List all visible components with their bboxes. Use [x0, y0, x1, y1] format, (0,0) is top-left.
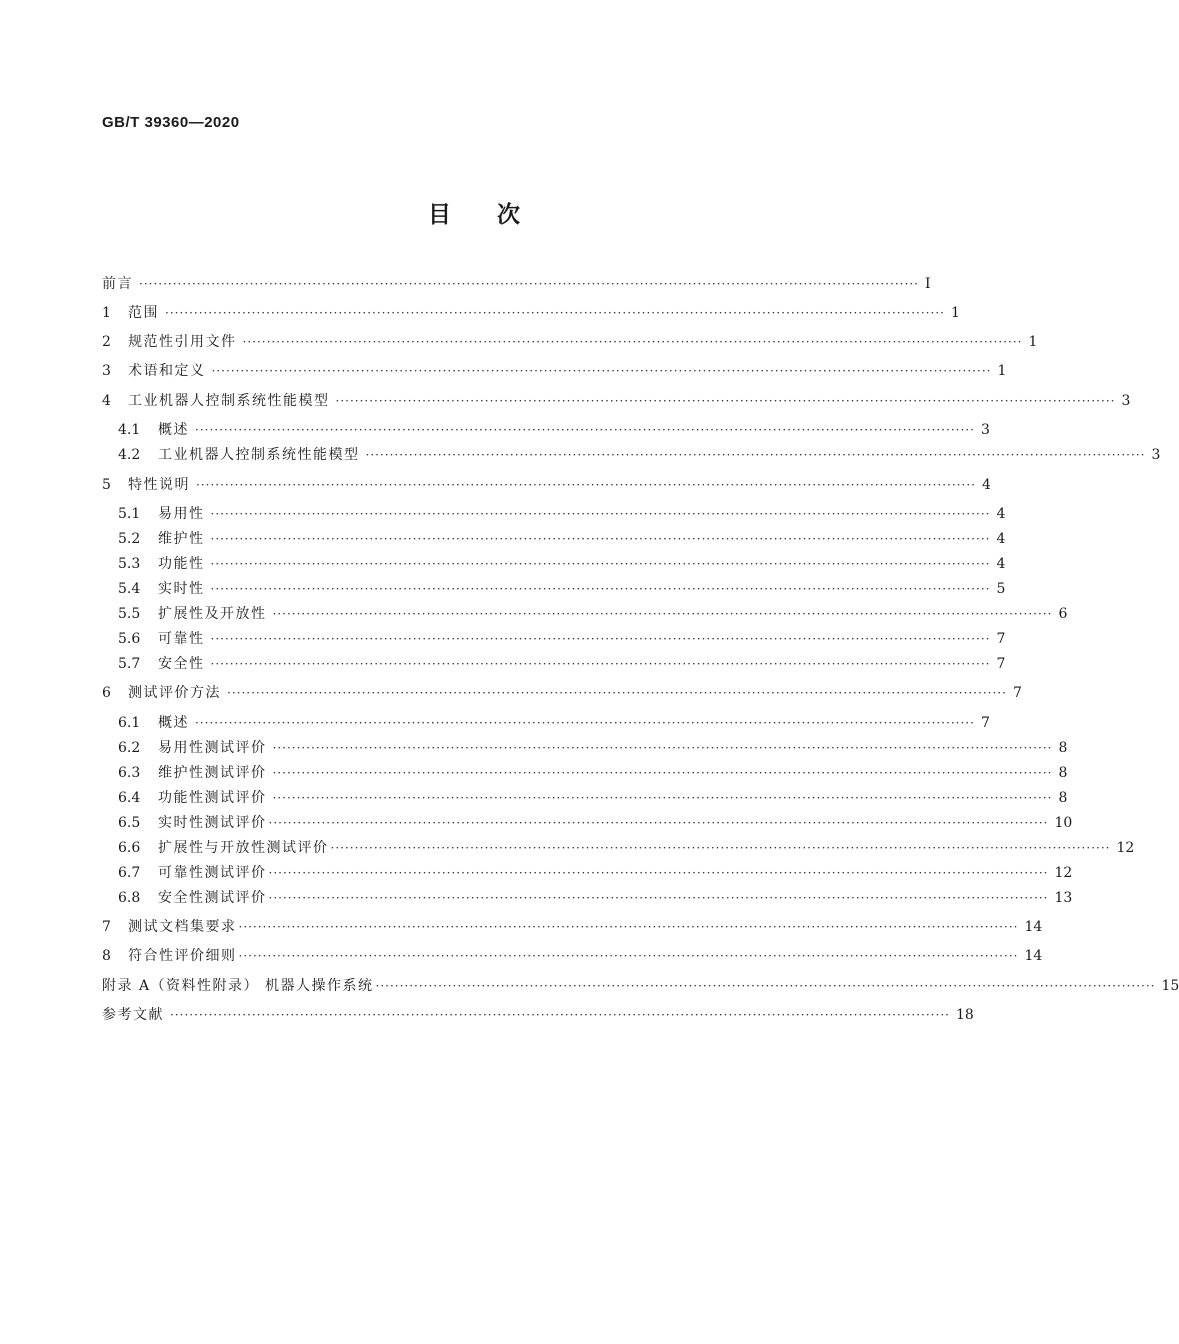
toc-number: 3 [102, 363, 111, 379]
toc-leader: ·································································································································································· [227, 686, 1007, 700]
toc-label: 功能性 [158, 556, 205, 572]
toc-leader: ·································································································································································· [272, 766, 1053, 780]
toc-entry-6-4[interactable] [118, 787, 1068, 809]
toc-entry-6-2[interactable] [118, 737, 1068, 759]
toc-title-char-1: 目 [428, 202, 453, 228]
toc-label: 工业机器人控制系统性能模型 [128, 393, 330, 409]
toc-number: 5.6 [118, 631, 141, 647]
toc-page: 12 [1116, 840, 1135, 856]
toc-leader: ·································································································································································· [170, 1008, 950, 1022]
toc-page: 7 [996, 631, 1006, 647]
toc-leader: ·································································································································································· [365, 448, 1146, 462]
toc-entry-6-5[interactable] [118, 812, 1073, 834]
toc-label: 术语和定义 [128, 363, 206, 379]
toc-entry-5-4[interactable] [118, 578, 1006, 600]
toc-title-char-2: 次 [497, 202, 522, 228]
toc-leader: ·································································································································································· [210, 507, 991, 521]
toc-page: 8 [1058, 765, 1068, 781]
toc-entry-5-1[interactable] [118, 503, 1006, 525]
toc-leader: ·································································································································································· [238, 949, 1019, 963]
toc-label: 功能性测试评价 [158, 790, 267, 806]
toc-number: 5.4 [118, 581, 141, 597]
toc-entry-2[interactable] [102, 331, 1038, 353]
toc-page: 3 [1151, 447, 1161, 463]
toc-entry-6-6[interactable] [118, 837, 1135, 859]
toc-label: 前言 [102, 276, 133, 292]
toc-label: 易用性 [158, 506, 205, 522]
toc-label: 特性说明 [128, 477, 190, 493]
toc-number: 6.2 [118, 740, 141, 756]
toc-number: 4 [102, 393, 111, 409]
toc-number: 5.5 [118, 606, 141, 622]
toc-page: 7 [1012, 685, 1022, 701]
toc-entry-4-1[interactable] [118, 419, 990, 441]
toc-number: 4.1 [118, 422, 141, 438]
toc-label: 扩展性与开放性测试评价 [158, 840, 329, 856]
toc-page: 7 [980, 715, 990, 731]
toc-leader: ·································································································································································· [238, 920, 1019, 934]
toc-entry-6-1[interactable] [118, 712, 990, 734]
toc-label: 规范性引用文件 [128, 334, 237, 350]
toc-page: 4 [996, 531, 1006, 547]
toc-leader: ·································································································································································· [268, 816, 1049, 830]
toc-entry-6-8[interactable] [118, 887, 1073, 909]
toc-entry-4[interactable] [102, 390, 1131, 412]
toc-entry-5[interactable] [102, 474, 991, 496]
toc-label: 附录 A（资料性附录） 机器人操作系统 [102, 978, 374, 994]
toc-number: 6.3 [118, 765, 141, 781]
toc-label: 维护性测试评价 [158, 765, 267, 781]
toc-number: 6.1 [118, 715, 141, 731]
toc-label: 概述 [158, 715, 189, 731]
toc-leader: ·································································································································································· [210, 657, 991, 671]
toc-page: 1 [950, 305, 960, 321]
toc-number: 8 [102, 948, 111, 964]
toc-page: 10 [1054, 815, 1073, 831]
toc-leader: ·································································································································································· [242, 335, 1023, 349]
toc-page: 3 [1121, 393, 1131, 409]
toc-entry-5-7[interactable] [118, 653, 1006, 675]
toc-page: 13 [1054, 890, 1073, 906]
toc-page: 7 [996, 656, 1006, 672]
toc-label: 工业机器人控制系统性能模型 [158, 447, 360, 463]
toc-leader: ·································································································································································· [268, 891, 1049, 905]
toc-leader: ·································································································································································· [195, 716, 975, 730]
toc-label: 安全性测试评价 [158, 890, 267, 906]
toc-number: 5.3 [118, 556, 141, 572]
toc-entry-5-5[interactable] [118, 603, 1068, 625]
toc-leader: ·································································································································································· [272, 607, 1053, 621]
toc-label: 维护性 [158, 531, 205, 547]
toc-number: 6.4 [118, 790, 141, 806]
toc-page: 14 [1024, 919, 1043, 935]
toc-entry-5-3[interactable] [118, 553, 1006, 575]
toc-leader: ·································································································································································· [139, 277, 919, 291]
toc-label: 可靠性 [158, 631, 205, 647]
toc-leader: ·································································································································································· [268, 866, 1049, 880]
toc-page: 12 [1054, 865, 1073, 881]
toc-entry-1[interactable] [102, 302, 960, 324]
toc-page: 3 [980, 422, 990, 438]
toc-label: 实时性测试评价 [158, 815, 267, 831]
toc-title [0, 196, 950, 229]
toc-number: 6.5 [118, 815, 141, 831]
toc-page: 18 [955, 1007, 974, 1023]
toc-leader: ·································································································································································· [196, 478, 976, 492]
toc-number: 1 [102, 305, 111, 321]
toc-label: 测试文档集要求 [128, 919, 237, 935]
toc-leader: ·································································································································································· [210, 557, 991, 571]
toc-label: 易用性测试评价 [158, 740, 267, 756]
standard-code: GB/T 39360—2020 [102, 114, 240, 131]
toc-leader: ·································································································································································· [335, 394, 1116, 408]
toc-entry-3[interactable] [102, 360, 1007, 382]
toc-leader: ·································································································································································· [165, 306, 945, 320]
toc-page: 6 [1058, 606, 1068, 622]
toc-page: 8 [1058, 740, 1068, 756]
toc-leader: ·································································································································································· [330, 841, 1111, 855]
toc-label: 范围 [128, 305, 159, 321]
toc-entry-6[interactable] [102, 682, 1022, 704]
toc-leader: ·································································································································································· [272, 791, 1053, 805]
toc-page: 4 [996, 556, 1006, 572]
toc-leader: ·································································································································································· [210, 582, 991, 596]
toc-label: 符合性评价细则 [128, 948, 237, 964]
toc-entry-7[interactable] [102, 916, 1043, 938]
toc-entry-6-7[interactable] [118, 862, 1073, 884]
toc-entry-6-3[interactable] [118, 762, 1068, 784]
toc-number: 6.6 [118, 840, 141, 856]
toc-page: Ⅰ [924, 276, 931, 292]
toc-page: 1 [1028, 334, 1038, 350]
toc-leader: ·································································································································································· [272, 741, 1053, 755]
toc-leader: ·································································································································································· [375, 979, 1156, 993]
toc-entry-5-6[interactable] [118, 628, 1006, 650]
toc-leader: ·································································································································································· [210, 532, 991, 546]
toc-number: 5 [102, 477, 111, 493]
toc-page: 4 [981, 477, 991, 493]
toc-label: 概述 [158, 422, 189, 438]
toc-number: 5.1 [118, 506, 141, 522]
toc-number: 6 [102, 685, 111, 701]
toc-label: 安全性 [158, 656, 205, 672]
toc-label: 参考文献 [102, 1007, 164, 1023]
toc-number: 4.2 [118, 447, 141, 463]
toc-number: 7 [102, 919, 111, 935]
toc-entry-references[interactable] [102, 1004, 974, 1026]
toc-label: 测试评价方法 [128, 685, 221, 701]
toc-label: 扩展性及开放性 [158, 606, 267, 622]
toc-leader: ·································································································································································· [210, 632, 991, 646]
toc-page: 5 [996, 581, 1006, 597]
toc-entry-4-2[interactable] [118, 444, 1161, 466]
toc-page: 4 [996, 506, 1006, 522]
toc-number: 5.7 [118, 656, 141, 672]
toc-number: 2 [102, 334, 111, 350]
toc-leader: ·································································································································································· [195, 423, 975, 437]
toc-number: 6.7 [118, 865, 141, 881]
toc-number: 6.8 [118, 890, 141, 906]
toc-leader: ·································································································································································· [211, 364, 992, 378]
toc-entry-5-2[interactable] [118, 528, 1006, 550]
toc-label: 可靠性测试评价 [158, 865, 267, 881]
toc-entry-8[interactable] [102, 945, 1043, 967]
toc-page: 15 [1161, 978, 1179, 994]
toc-label: 实时性 [158, 581, 205, 597]
toc-page: 14 [1024, 948, 1043, 964]
toc-number: 5.2 [118, 531, 141, 547]
toc-page: 8 [1058, 790, 1068, 806]
toc-page: 1 [997, 363, 1007, 379]
toc-entry-foreword[interactable] [102, 273, 931, 295]
toc-entry-appendix-a[interactable] [102, 975, 1179, 997]
